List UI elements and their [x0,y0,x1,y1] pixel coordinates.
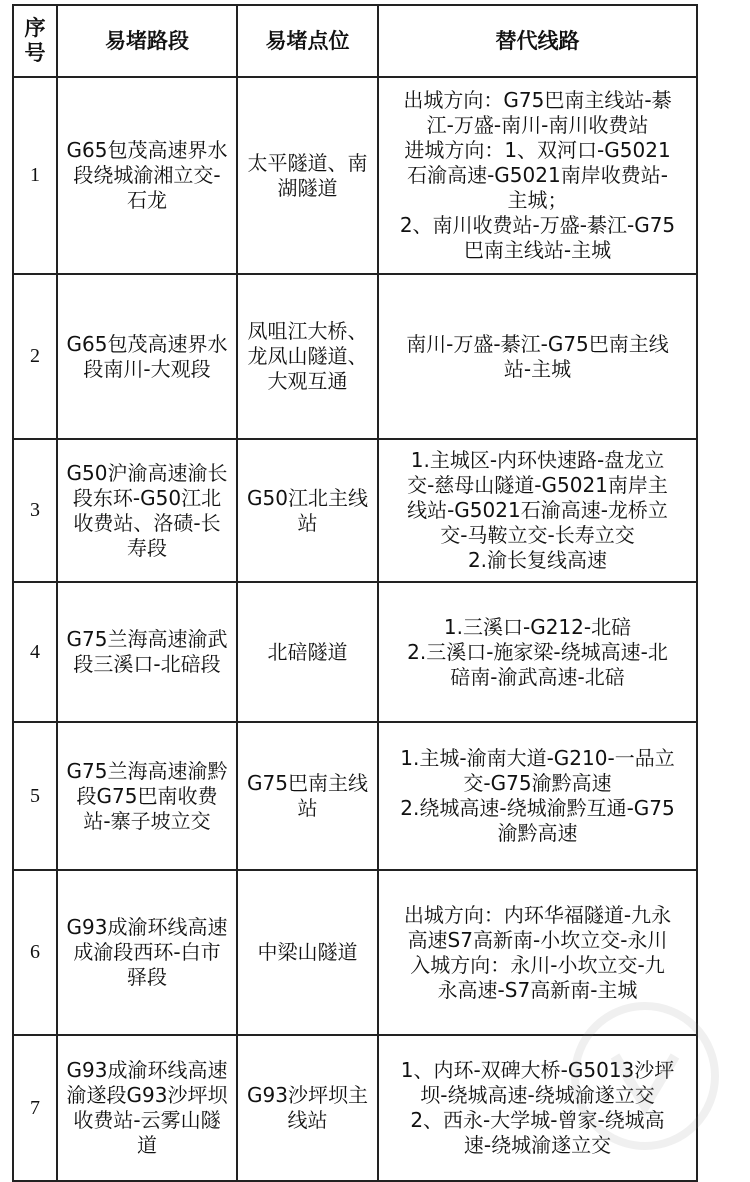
alternative-route-line: 2.绕城高速-绕城渝黔互通-G75 [400,796,675,820]
alternative-route-line: 1、内环-双碑大桥-G5013沙坪 [400,1058,675,1082]
row-number: 7 [13,1035,57,1181]
alternative-route-line: 2、南川收费站-万盛-綦江-G75 [399,213,676,237]
congested-point-line: G93沙坪坝主 [247,1083,368,1107]
header-point: 易堵点位 [237,5,378,77]
congested-road-cell [57,722,237,870]
congested-point-line: 太平隧道、南 [247,150,368,175]
congested-road-line: 段绕城渝湘立交- [73,163,221,187]
header-route: 替代线路 [378,5,697,77]
alternative-route-line: 交-马鞍立交-长寿立交 [440,523,635,547]
congested-point-cell [237,1035,378,1181]
congested-road-line: 寿段 [127,535,167,560]
congested-road-line: 段南川-大观段 [83,356,211,381]
header-num-label: 序 号 [24,16,46,65]
alternative-route-cell [378,582,697,722]
congested-road-cell [57,439,237,582]
congested-point-line: 线站 [287,1108,328,1132]
header-row [13,5,697,77]
congested-road-line: 道 [137,1133,157,1157]
alternative-route-line: 2、西永-大学城-曾家-绕城高 [410,1108,665,1132]
congested-road-cell [57,1035,237,1181]
congested-road-line: G93成渝环线高速 [66,915,228,939]
row-number: 6 [13,870,57,1035]
table-row [13,722,697,870]
congested-road-line: G65包茂高速界水 [66,331,228,356]
alternative-route-line: 1.主城区-内环快速路-盘龙立 [410,448,665,472]
congested-point-line: 湖隧道 [277,175,338,200]
alternative-route-line: 江-万盛-南川-南川收费站 [426,113,649,137]
congested-point-cell [237,722,378,870]
congested-road-cell [57,582,237,722]
congested-point-cell [237,582,378,722]
row-number: 3 [13,439,57,582]
table-row [13,439,697,582]
alternative-route-line: 渝黔高速 [497,821,578,845]
congested-road-line: 段G75巴南收费 [76,783,218,808]
alternative-route-line: 交-慈母山隧道-G5021南岸主 [407,473,668,497]
detour-table [12,4,698,1182]
congested-point-cell [237,870,378,1035]
alternative-route-line: 主城； [507,188,568,212]
congested-point-line: G50江北主线 [247,485,368,510]
row-number: 2 [13,274,57,439]
alternative-route-line: 永高速-S7高新南-主城 [437,977,638,1002]
congested-road-line: 段东环-G50江北 [72,485,222,510]
alternative-route-cell [378,77,697,274]
alternative-route-line: 线站-G5021石渝高速-龙桥立 [407,498,668,522]
congested-point-line: 站 [297,510,318,535]
congested-road-line: 渝遂段G93沙坪坝 [66,1083,228,1107]
congested-point-cell [237,274,378,439]
alternative-route-line: 石渝高速-G5021南岸收费站- [407,163,668,187]
alternative-route-line: 碚南-渝武高速-北碚 [450,664,625,689]
congested-point-line: 站 [297,796,318,820]
congested-road-line: G65包茂高速界水 [66,138,228,162]
alternative-route-line: 交-G75渝黔高速 [463,771,612,795]
congested-road-line: 成渝段西环-白市 [73,940,221,964]
table-row [13,582,697,722]
header-num [13,5,57,77]
congested-road-cell [57,274,237,439]
alternative-route-line: 出城方向：G75巴南主线站-綦 [403,88,672,112]
alternative-route-line: 2.三溪口-施家梁-绕城高速-北 [407,639,668,664]
congested-road-line: 站-寨子坡立交 [83,808,211,833]
row-number: 4 [13,582,57,722]
congested-road-line: 收费站、洛碛-长 [73,510,221,535]
alternative-route-line: 1.主城-渝南大道-G210-一品立 [400,746,675,770]
congested-road-line: 石龙 [127,188,167,212]
header-road: 易堵路段 [57,5,237,77]
congested-road-line: 驿段 [127,965,167,989]
alternative-route-line: 1.三溪口-G212-北碚 [443,614,632,639]
alternative-route-cell [378,439,697,582]
row-number: 1 [13,77,57,274]
alternative-route-cell [378,870,697,1035]
alternative-route-line: 入城方向：永川-小坎立交-九 [410,952,665,977]
table-row [13,870,697,1035]
table-row [13,1035,697,1181]
congested-road-line: G75兰海高速渝黔 [66,758,228,783]
congested-road-line: G50沪渝高速渝长 [66,460,228,485]
congested-road-line: G93成渝环线高速 [66,1058,228,1082]
alternative-route-line: 站-主城 [503,356,572,381]
alternative-route-cell [378,1035,697,1181]
alternative-route-line: 巴南主线站-主城 [463,238,612,262]
alternative-route-line: 2.渝长复线高速 [467,548,608,572]
alternative-route-line: 出城方向：内环华福隧道-九永 [403,902,672,927]
congested-point-line: 凤咀江大桥、 [247,319,368,343]
congested-point-cell [237,439,378,582]
row-number: 5 [13,722,57,870]
congested-road-line: 收费站-云雾山隧 [73,1108,221,1132]
congested-point-cell [237,77,378,274]
alternative-route-cell [378,274,697,439]
congested-road-line: 段三溪口-北碚段 [73,652,221,676]
congested-point-line: 中梁山隧道 [257,940,358,964]
congested-point-line: G75巴南主线 [247,771,368,795]
alternative-route-cell [378,722,697,870]
table-row [13,77,697,274]
congested-point-line: 北碚隧道 [267,639,348,664]
alternative-route-line: 南川-万盛-綦江-G75巴南主线 [406,331,669,356]
congested-road-cell [57,77,237,274]
alternative-route-line: 高速S7高新南-小坎立交-永川 [407,927,668,952]
congested-point-line: 龙凤山隧道、 [247,344,368,368]
congested-road-line: G75兰海高速渝武 [66,627,228,651]
alternative-route-line: 速-绕城渝遂立交 [463,1133,612,1157]
congested-road-cell [57,870,237,1035]
alternative-route-line: 坝-绕城高速-绕城渝遂立交 [420,1083,655,1107]
table-row [13,274,697,439]
alternative-route-line: 进城方向：1、双河口-G5021 [404,138,671,162]
congested-point-line: 大观互通 [267,369,348,393]
